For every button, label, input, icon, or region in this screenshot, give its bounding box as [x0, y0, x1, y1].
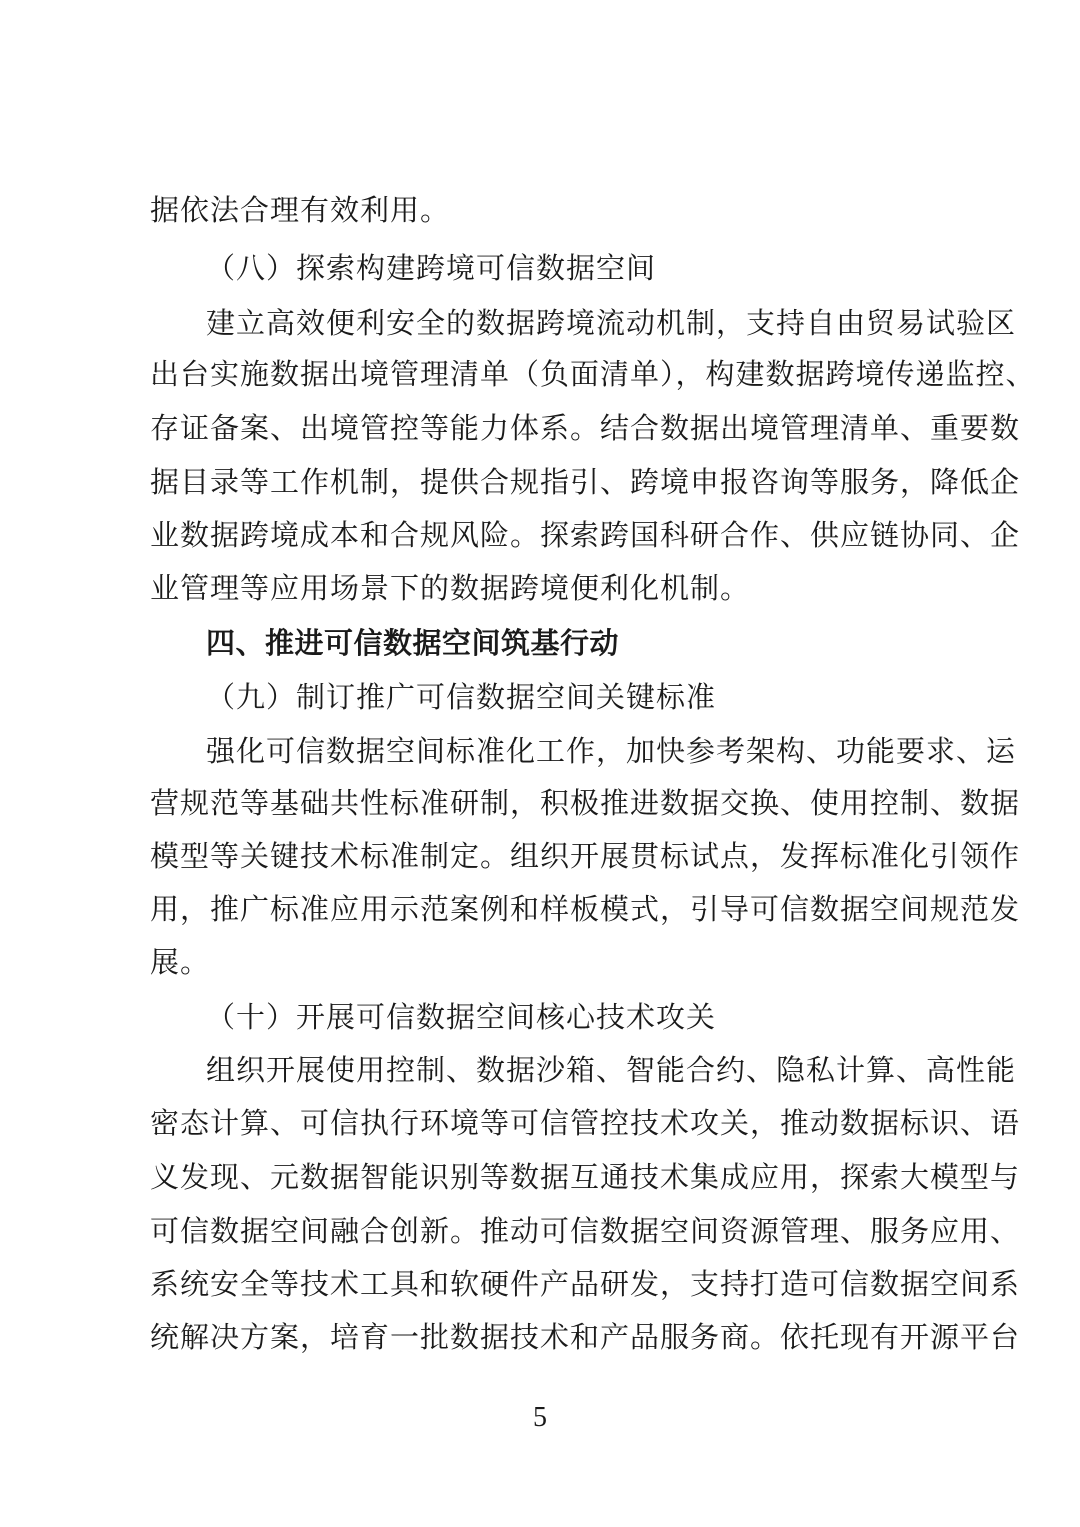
subsection-heading-8: （八）探索构建跨境可信数据空间: [206, 251, 657, 285]
paragraph-line: 义发现、元数据智能识别等数据互通技术集成应用，探索大模型与: [150, 1160, 1021, 1194]
paragraph-line: 强化可信数据空间标准化工作，加快参考架构、功能要求、运: [206, 734, 1017, 768]
paragraph-line: 统解决方案，培育一批数据技术和产品服务商。依托现有开源平台: [150, 1320, 1021, 1354]
paragraph-line: 业数据跨境成本和合规风险。探索跨国科研合作、供应链协同、企: [150, 518, 1021, 552]
paragraph-line: 系统安全等技术工具和软硬件产品研发，支持打造可信数据空间系: [150, 1267, 1021, 1301]
subsection-heading-9: （九）制订推广可信数据空间关键标准: [206, 680, 717, 714]
page-number: 5: [533, 1402, 547, 1433]
paragraph-line: 存证备案、出境管控等能力体系。结合数据出境管理清单、重要数: [150, 411, 1021, 445]
paragraph-line: 据依法合理有效利用。: [150, 193, 451, 227]
paragraph-line: 可信数据空间融合创新。推动可信数据空间资源管理、服务应用、: [150, 1214, 1021, 1248]
subsection-heading-10: （十）开展可信数据空间核心技术攻关: [206, 1000, 717, 1034]
paragraph-line: 据目录等工作机制，提供合规指引、跨境申报咨询等服务，降低企: [150, 465, 1021, 499]
paragraph-line: 建立高效便利安全的数据跨境流动机制，支持自由贸易试验区: [206, 306, 1017, 340]
paragraph-line: 展。: [150, 945, 211, 979]
paragraph-line: 出台实施数据出境管理清单（负面清单），构建数据跨境传递监控、: [150, 357, 1036, 391]
paragraph-line: 用，推广标准应用示范案例和样板模式，引导可信数据空间规范发: [150, 892, 1021, 926]
paragraph-line: 业管理等应用场景下的数据跨境便利化机制。: [150, 571, 751, 605]
paragraph-line: 密态计算、可信执行环境等可信管控技术攻关，推动数据标识、语: [150, 1106, 1021, 1140]
paragraph-line: 模型等关键技术标准制定。组织开展贯标试点，发挥标准化引领作: [150, 839, 1021, 873]
paragraph-line: 组织开展使用控制、数据沙箱、智能合约、隐私计算、高性能: [206, 1053, 1017, 1087]
section-heading-4: 四、推进可信数据空间筑基行动: [206, 626, 620, 660]
paragraph-line: 营规范等基础共性标准研制，积极推进数据交换、使用控制、数据: [150, 786, 1021, 820]
